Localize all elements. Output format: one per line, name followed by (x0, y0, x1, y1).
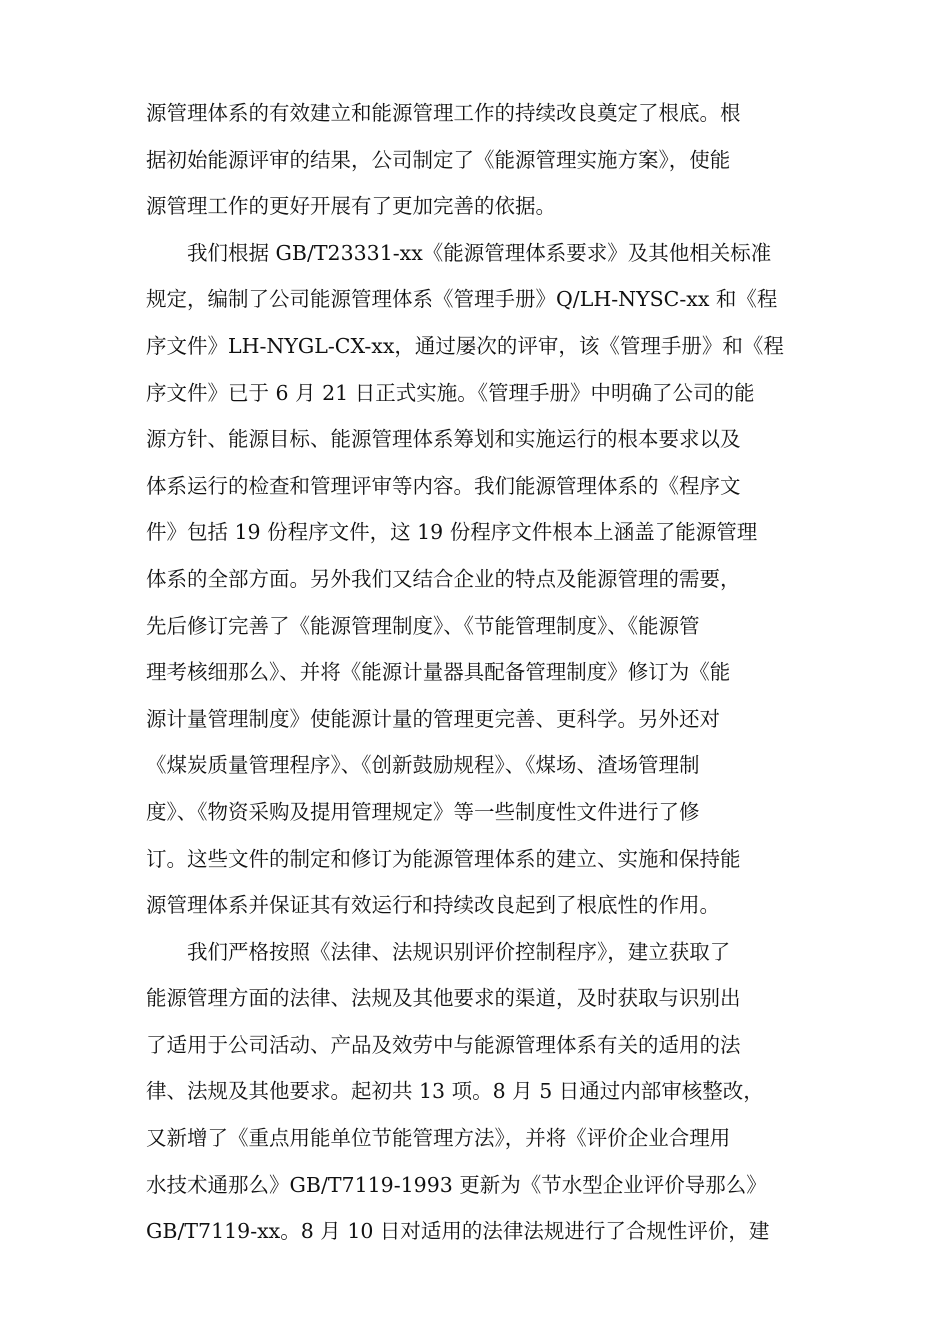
text-line: 先后修订完善了《能源管理制度》、《节能管理制度》、《能源管 (146, 613, 700, 638)
paragraph-start-line: 我们根据 GB/T23331-xx《能源管理体系要求》及其他相关标准 (146, 240, 772, 265)
text-line: 序文件》LH-NYGL-CX-xx，通过屡次的评审，该《管理手册》和《程 (146, 333, 784, 358)
text-line: 水技术通那么》GB/T7119-1993 更新为《节水型企业评价导那么》 (146, 1172, 767, 1197)
text-line: 源管理体系的有效建立和能源管理工作的持续改良奠定了根底。根 (146, 101, 741, 125)
text-line: 据初始能源评审的结果，公司制定了《能源管理实施方案》，使能 (146, 147, 731, 172)
text-line: 体系的全部方面。另外我们又结合企业的特点及能源管理的需要， (146, 566, 741, 591)
text-line: 又新增了《重点用能单位节能管理方法》，并将《评价企业合理用 (146, 1126, 731, 1151)
text-line: 律、法规及其他要求。起初共 13 项。8 月 5 日通过内部审核整改， (146, 1079, 764, 1104)
text-line: 《煤炭质量管理程序》、《创新鼓励规程》、《煤场、渣场管理制 (146, 753, 700, 778)
text-line: 能源管理方面的法律、法规及其他要求的渠道，及时获取与识别出 (146, 986, 741, 1011)
text-line: 源计量管理制度》使能源计量的管理更完善、更科学。另外还对 (146, 706, 720, 731)
text-line: 度》、《物资采购及提用管理规定》等一些制度性文件进行了修 (146, 799, 700, 824)
body-text (146, 90, 806, 1255)
text-line: 源管理工作的更好开展有了更加完善的依据。 (146, 194, 556, 219)
text-line: 订。这些文件的制定和修订为能源管理体系的建立、实施和保持能 (146, 846, 741, 871)
text-line: 源管理体系并保证其有效运行和持续改良起到了根底性的作用。 (146, 893, 720, 918)
text-line: 件》包括 19 份程序文件，这 19 份程序文件根本上涵盖了能源管理 (146, 520, 758, 545)
text-line: 体系运行的检查和管理评审等内容。我们能源管理体系的《程序文 (146, 473, 741, 498)
text-line: GB/T7119-xx。8 月 10 日对适用的法律法规进行了合规性评价，建 (146, 1219, 770, 1244)
text-line: 了适用于公司活动、产品及效劳中与能源管理体系有关的适用的法 (146, 1032, 741, 1057)
paragraph-start-line: 我们严格按照《法律、法规识别评价控制程序》，建立获取了 (146, 939, 731, 964)
text-line: 源方针、能源目标、能源管理体系筹划和实施运行的根本要求以及 (146, 427, 741, 452)
text-line: 序文件》已于 6 月 21 日正式实施。《管理手册》中明确了公司的能 (146, 380, 755, 405)
text-line: 理考核细那么》、并将《能源计量器具配备管理制度》修订为《能 (146, 660, 731, 685)
text-line: 规定，编制了公司能源管理体系《管理手册》Q/LH-NYSC-xx 和《程 (146, 287, 778, 312)
